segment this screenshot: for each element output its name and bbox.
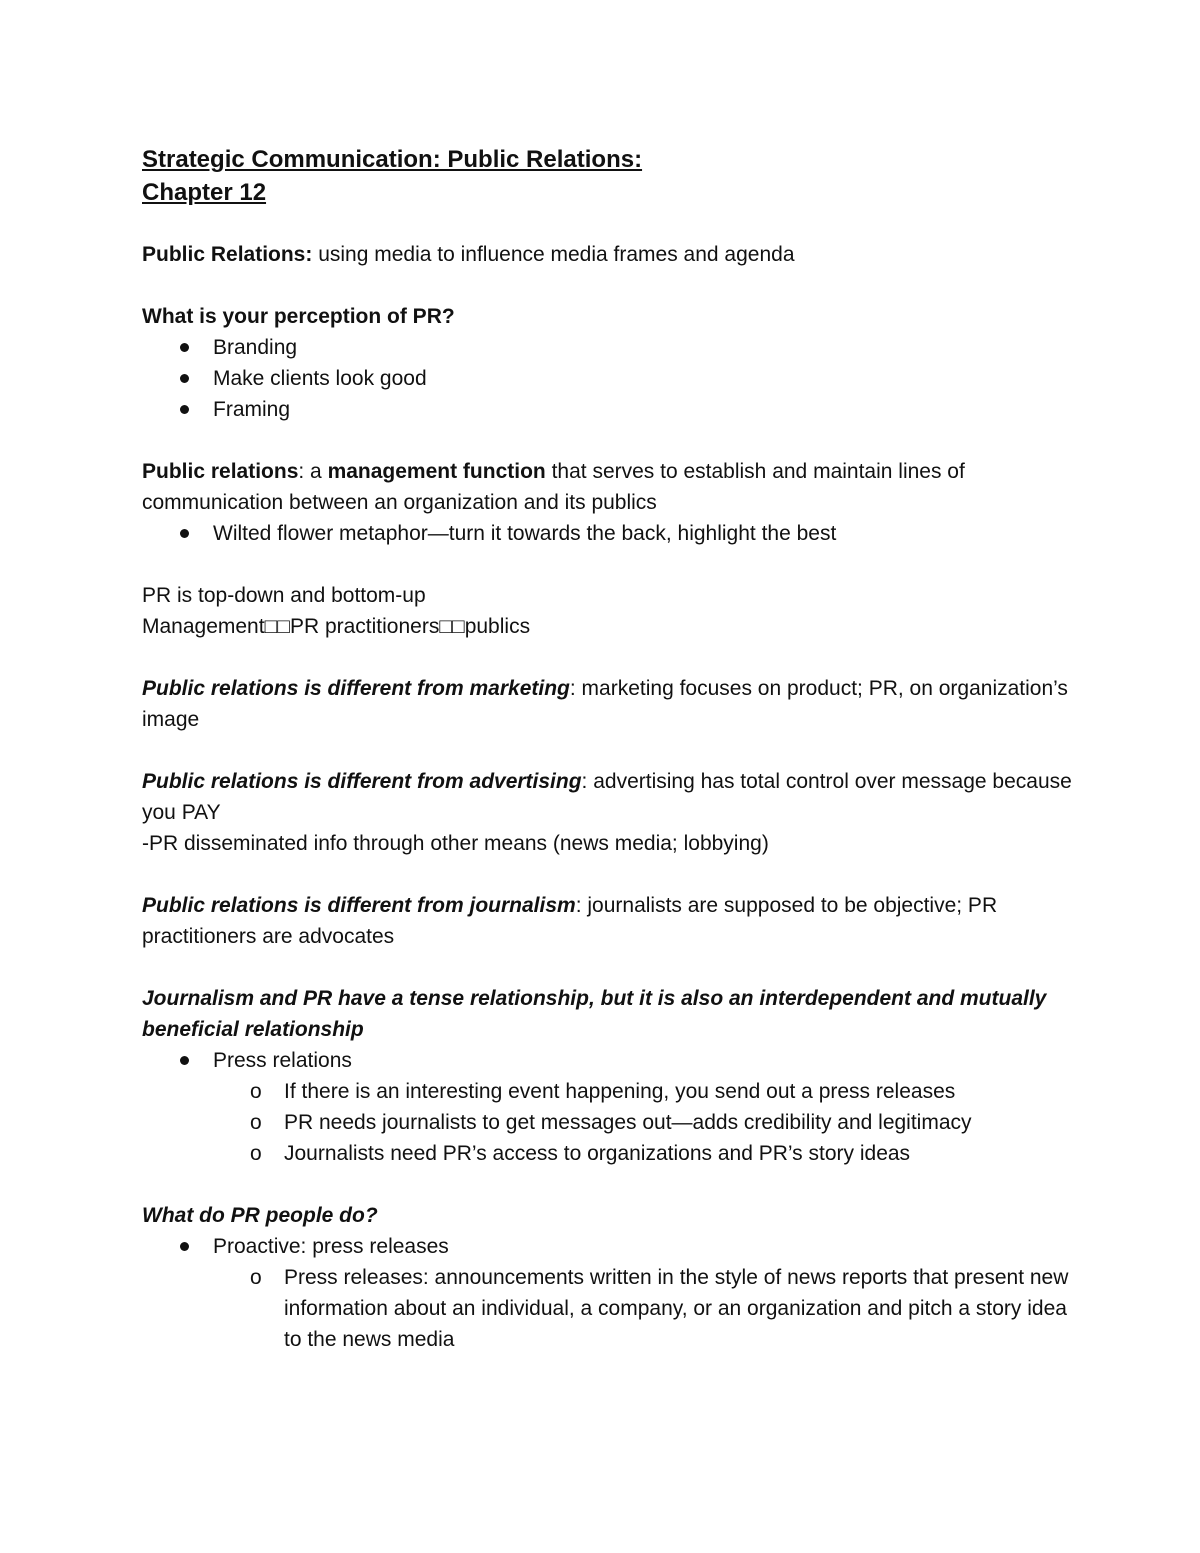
whatdo-heading: What do PR people do?: [142, 1204, 378, 1227]
journalism-paragraph: Public relations is different from journalism: journalists are supposed to be objective; PR practitioners are advocates: [142, 894, 998, 948]
list-item: Proactive: press releases: [142, 1231, 1072, 1262]
sub-list-item: o PR needs journalists to get messages out—adds credibility and legitimacy: [142, 1107, 1072, 1138]
definition-public-relations: [142, 239, 1072, 270]
perception-heading: What is your perception of PR?: [142, 305, 455, 328]
definition-text: using media to influence media frames and agenda: [312, 243, 795, 266]
topdown-line: PR is top-down and bottom-up: [142, 584, 426, 607]
proactive-list: [142, 1231, 1072, 1262]
advertising-note: -PR disseminated info through other means (news media; lobbying): [142, 832, 769, 855]
marketing-paragraph: Public relations is different from marketing: marketing focuses on product; PR, on organization’s image: [142, 677, 1068, 731]
list-item: Press relations: [142, 1045, 1072, 1076]
list-item: Framing: [142, 394, 1072, 425]
term: Public Relations:: [142, 243, 313, 266]
list-item: Branding: [142, 332, 1072, 363]
document-title: Strategic Communication: Public Relations:: [142, 146, 643, 173]
press-relations-sublist: [142, 1076, 1072, 1169]
tense-heading: Journalism and PR have a tense relationship, but it is also an interdependent and mutually beneficial relationship: [142, 987, 1047, 1041]
advertising-paragraph: Public relations is different from advertising: advertising has total control over message because you PAY: [142, 770, 1072, 824]
list-item: Wilted flower metaphor—turn it towards the back, highlight the best: [142, 518, 1072, 549]
chapter-title: Chapter 12: [142, 179, 267, 206]
metaphor-list: [142, 518, 1072, 549]
sub-list-item: o Press releases: announcements written in the style of news reports that present new information about an individual, a company, or an organization and pitch a story idea to the news media: [142, 1262, 1072, 1355]
press-relations-list: [142, 1045, 1072, 1076]
flow-line: Management□□PR practitioners□□publics: [142, 615, 531, 638]
sub-list-item: o Journalists need PR’s access to organizations and PR’s story ideas: [142, 1138, 1072, 1169]
definition-management-function: Public relations: a management function that serves to establish and maintain lines of communication between an organization and its publics: [142, 460, 965, 514]
press-release-sublist: [142, 1262, 1072, 1355]
sub-list-item: o If there is an interesting event happening, you send out a press releases: [142, 1076, 1072, 1107]
list-item: Make clients look good: [142, 363, 1072, 394]
perception-list: [142, 332, 1072, 425]
document-page: [142, 143, 1072, 1355]
